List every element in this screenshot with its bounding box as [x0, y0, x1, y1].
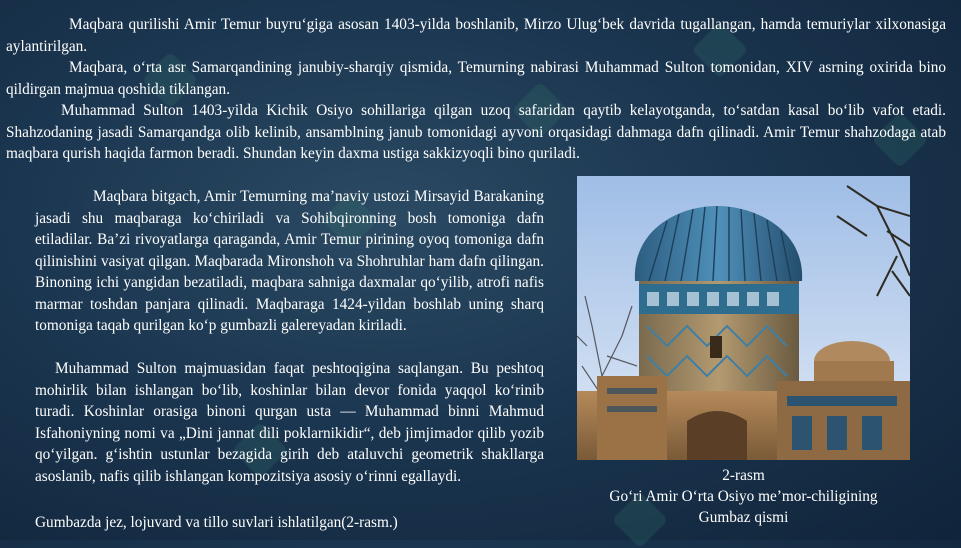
figure-number: 2-rasm — [722, 467, 765, 484]
paragraph-muhammad-sulton: Muhammad Sulton 1403-yilda Kichik Osiyo sohillariga qilgan uzoq safaridan qaytib kelayotganda, to‘satdan kasal bo‘lib vafot etadi. Shahzodaning jasadi Samarqandga olib kelinib, ansamblning janub tomonidagi ayvoni orqasidagi dahmaga dafn qilinadi. Amir Temur shahzodaga atab maqbara qurish haqida farmon beradi. Shundan keyin daxma ustiga sakkizyoqli bino quriladi. — [6, 102, 946, 162]
gur-emir-dome-photo — [577, 176, 910, 460]
paragraph-construction: Maqbara qurilishi Amir Temur buyru‘giga asosan 1403-yilda boshlanib, Mirzo Ulug‘bek davrida tugallangan, hamda temuriylar xilxonasiga aylantirilgan. — [6, 16, 946, 55]
paragraph-dome-materials: Gumbazda jez, lojuvard va tillo suvlari ishlatilgan(2-rasm.) — [35, 514, 398, 531]
paragraph-portal: Muhammad Sulton majmuasidan faqat peshtoqigina saqlangan. Bu peshtoq mohirlik bilan ishlangan bo‘lib, koshinlar bilan devor fonida yaqqol ko‘rinib turadi. Koshinlar orasiga binoni qurgan usta — Muhammad binni Mahmud Isfahoniyning nomi va „Dini jannat dili poklarnikidir“, deb jimjimador qilib yozib qo‘yilgan. g‘ishtin ustunlar bezagida girih deb ataluvchi geometrik shakllarga asoslanib, nafis qilib ishlangan kompozitsiya asosiy o‘rinni egallaydi. — [35, 360, 544, 485]
figure-caption-line1: Go‘ri Amir O‘rta Osiyo me’mor-chiligining — [609, 488, 878, 505]
paragraph-burials: Maqbara bitgach, Amir Temurning ma’naviy ustozi Mirsayid Barakaning jasadi shu maqbaraga ko‘chiriladi va Sohibqironning bosh tomoniga dafn etiladilar. Ba’zi rivoyatlarga qaraganda, Amir Temur pirining oyoq tomoniga dafn qilinishini vasiyat qilgan. Maqbarada Mironshoh va Shohruhlar ham dafn qilingan. Binoning ichi yangidan bezatiladi, maqbara sahniga daxmalar qo‘yilib, atrofi nafis marmar toshdan panjara qilinadi. Maqbaraga 1424-yildan boshlab uning sharq tomoniga taqab qurilgan ko‘p gumbazli galereyadan kiriladi. — [35, 188, 544, 334]
paragraph-location: Maqbara, o‘rta asr Samarqandining janubiy-sharqiy qismida, Temurning nabirasi Muhammad Sulton tomonidan, XIV asrning oxirida bino qildirgan majmua qoshida tiklangan. — [6, 59, 946, 98]
figure-caption-line2: Gumbaz qismi — [698, 509, 789, 526]
